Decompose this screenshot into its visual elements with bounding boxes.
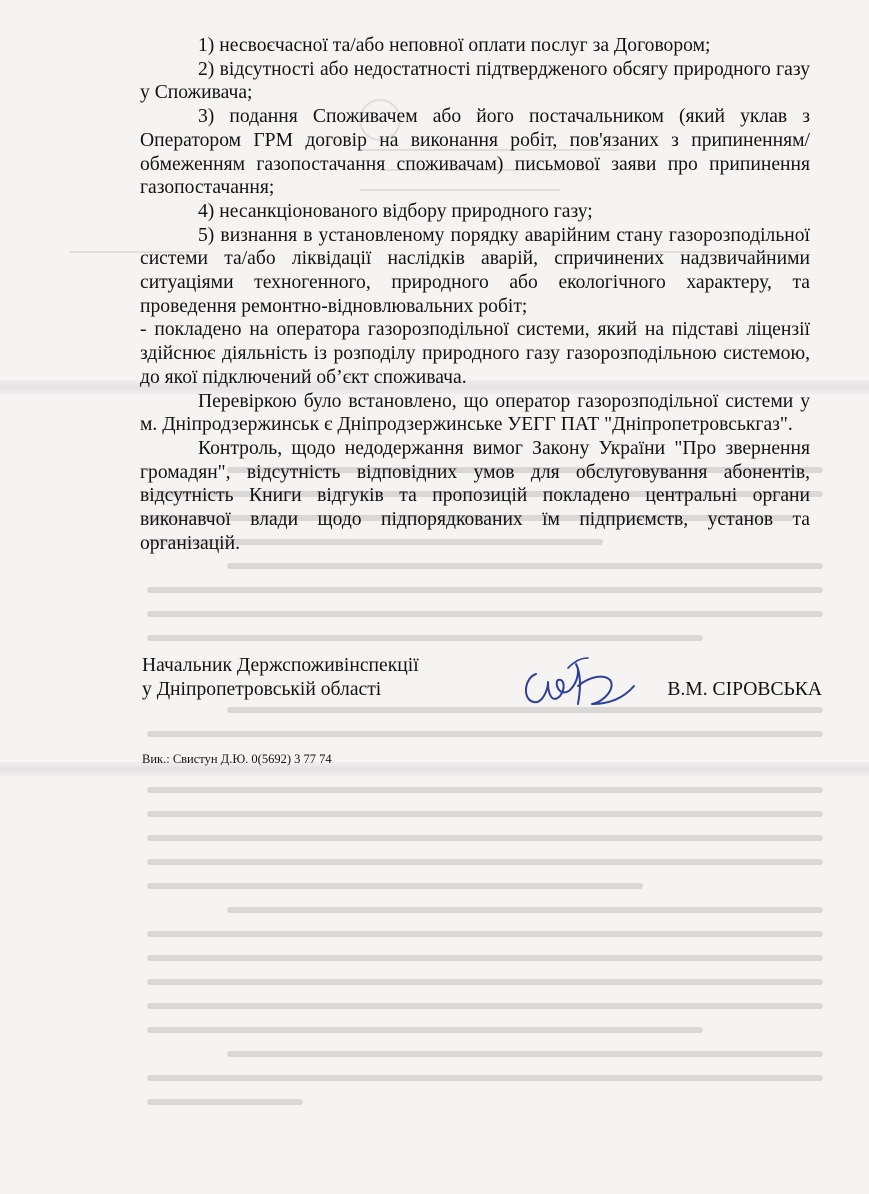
handwritten-signature	[518, 646, 638, 716]
paragraph: Контроль, щодо недодержання вимог Закону України "Про звернення громадян", відсутність відповідних умов для обслуговування абонентів, відсутність Книги відгуків та пропозицій покладено центральні органи виконавчої влади щодо підпорядкованих їм підприємств, установ та організацій.	[140, 437, 810, 554]
paragraph: 2) відсутності або недостатності підтвердженого обсягу природного газу у Споживача;	[140, 58, 810, 104]
letter-body	[140, 34, 810, 555]
executor-line: Вик.: Свистун Д.Ю. 0(5692) 3 77 74	[142, 752, 332, 766]
paper-fold	[0, 762, 869, 776]
paragraph: - покладено на оператора газорозподільної системи, який на підставі ліцензії здійснює діяльність із розподілу природного газу газорозподільною системою, до якої підключений об’єкт споживача.	[140, 319, 810, 388]
signatory-name: В.М. СІРОВСЬКА	[667, 679, 822, 700]
paragraph: 4) несанкціонованого відбору природного газу;	[198, 200, 593, 222]
paragraph: Перевіркою було встановлено, що оператор газорозподільної системи у м. Дніпродзержинськ є Дніпродзержинське УЕГГ ПАТ "Дніпропетровськгаз".	[140, 390, 810, 436]
position-line: Начальник Держспоживінспекції	[142, 655, 419, 676]
paragraph: 3) подання Споживачем або його постачальником (який уклав з Оператором ГРМ договір на виконання робіт, пов'язаних з припиненням/обмеженням газопостачання споживачам) письмової заяви про припинення газопостачання;	[140, 106, 810, 199]
paragraph: 1) несвоєчасної та/або неповної оплати послуг за Договором;	[198, 35, 711, 56]
paragraph: 5) визнання в установленому порядку аварійним стану газорозподільної системи та/або ліквідації наслідків аварій, спричинених надзвичайними ситуаціями техногенного, природного або екологічного характеру, та проведення ремонтно-відновлювальних робіт;	[140, 224, 810, 317]
position-line: у Дніпропетровській області	[142, 679, 382, 700]
signature-block	[142, 654, 822, 714]
signatory-position	[142, 654, 419, 702]
